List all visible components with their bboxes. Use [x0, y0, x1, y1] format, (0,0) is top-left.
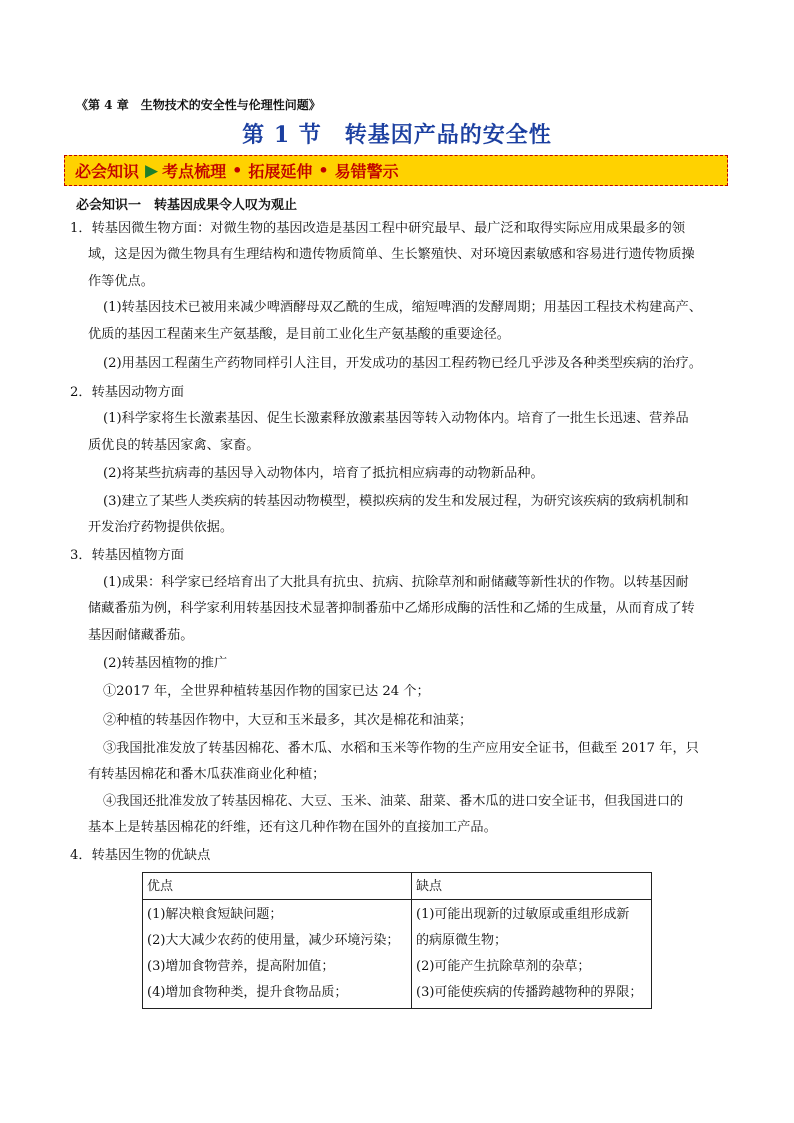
- paragraph-line: (3)建立了某些人类疾病的转基因动物模型，模拟疾病的发生和发展过程，为研究该疾病的致病机制和: [103, 494, 689, 509]
- advantage-item: (4)增加食物种类，提升食物品质；: [147, 985, 348, 1000]
- paragraph-line: ②种植的转基因作物中，大豆和玉米最多，其次是棉花和油菜；: [103, 713, 473, 728]
- paragraph-line: 储藏番茄为例，科学家利用转基因技术显著抑制番茄中乙烯形成酶的活性和乙烯的生成量，从而育成了转: [88, 601, 695, 616]
- table-header-cell: 缺点: [412, 873, 652, 900]
- disadvantage-item: (1)可能出现新的过敏原或重组形成新: [416, 907, 630, 922]
- banner-separator: •: [318, 161, 329, 180]
- paragraph-line: 2．转基因动物方面: [70, 385, 184, 400]
- disadvantages-cell: [412, 900, 652, 1009]
- paragraph-line: (1)成果：科学家已经培育出了大批具有抗虫、抗病、抗除草剂和耐储藏等新性状的作物。以转基因耐: [103, 575, 689, 590]
- banner-prefix: 必会知识: [75, 162, 140, 181]
- advantages-cell: [143, 900, 412, 1009]
- paragraph-line: ①2017 年，全世界种植转基因作物的国家已达 24 个；: [103, 684, 430, 699]
- banner-separator: •: [232, 161, 243, 180]
- paragraph-line: 域，这是因为微生物具有生理结构和遗传物质简单、生长繁殖快、对环境因素敏感和容易进行遗传物质操: [88, 247, 695, 262]
- advantage-item: (2)大大减少农药的使用量，减少环境污染；: [147, 933, 400, 948]
- disadvantage-item: (2)可能产生抗除草剂的杂草；: [416, 959, 591, 974]
- play-arrow-icon: ▶: [145, 160, 159, 181]
- paragraph-line: ④我国还批准发放了转基因棉花、大豆、玉米、油菜、甜菜、番木瓜的进口安全证书，但我国进口的: [103, 794, 684, 809]
- paragraph-line: 开发治疗药物提供依据。: [88, 520, 234, 535]
- paragraph-line: 质优良的转基因家禽、家畜。: [88, 438, 260, 453]
- paragraph-line: 优质的基因工程菌来生产氨基酸，是目前工业化生产氨基酸的重要途径。: [88, 327, 510, 342]
- paragraph-line: 基因耐储藏番茄。: [88, 628, 194, 643]
- paragraph-line: 1．转基因微生物方面：对微生物的基因改造是基因工程中研究最早、最广泛和取得实际应用成果最多的领: [70, 221, 686, 236]
- paragraph-line: (2)用基因工程菌生产药物同样引人注目，开发成功的基因工程药物已经几乎涉及各种类型疾病的治疗。: [103, 356, 702, 371]
- section-banner: [64, 155, 728, 186]
- table-header-row: [143, 873, 652, 900]
- paragraph-line: 3．转基因植物方面: [70, 548, 184, 563]
- disadvantage-item: (3)可能使疾病的传播跨越物种的界限；: [416, 985, 643, 1000]
- paragraph-line: (2)转基因植物的推广: [103, 656, 228, 671]
- section-heading: 必会知识一 转基因成果令人叹为观止: [76, 198, 298, 213]
- advantage-item: (1)解决粮食短缺问题；: [147, 907, 283, 922]
- table-header-cell: 优点: [143, 873, 412, 900]
- paragraph-line: (1)转基因技术已被用来减少啤酒酵母双乙酰的生成，缩短啤酒的发酵周期；用基因工程技术构建高产、: [103, 300, 702, 315]
- banner-item-warnings: 易错警示: [334, 162, 399, 181]
- paragraph-line: (1)科学家将生长激素基因、促生长激素释放激素基因等转入动物体内。培育了一批生长迅速、营养品: [103, 411, 689, 426]
- paragraph-line: 有转基因棉花和番木瓜获准商业化种植；: [88, 767, 326, 782]
- paragraph-line: (2)将某些抗病毒的基因导入动物体内，培育了抵抗相应病毒的动物新品种。: [103, 466, 544, 481]
- table-row: [143, 900, 652, 1009]
- banner-item-extension: 拓展延伸: [248, 162, 313, 181]
- paragraph-line: 作等优点。: [88, 274, 154, 289]
- paragraph-line: 基本上是转基因棉花的纤维，还有这几种作物在国外的直接加工产品。: [88, 820, 497, 835]
- chapter-label: 《第 4 章 生物技术的安全性与伦理性问题》: [76, 98, 321, 112]
- page-title: 第 1 节 转基因产品的安全性: [242, 122, 552, 148]
- advantage-item: (3)增加食物营养，提高附加值；: [147, 959, 335, 974]
- paragraph-line: 4．转基因生物的优缺点: [70, 848, 211, 863]
- disadvantage-item: 的病原微生物；: [416, 933, 508, 948]
- banner-item-review: 考点梳理: [162, 162, 227, 181]
- paragraph-line: ③我国批准发放了转基因棉花、番木瓜、水稻和玉米等作物的生产应用安全证书，但截至 2017 年，只: [103, 741, 699, 756]
- pros-cons-table: [142, 872, 652, 1009]
